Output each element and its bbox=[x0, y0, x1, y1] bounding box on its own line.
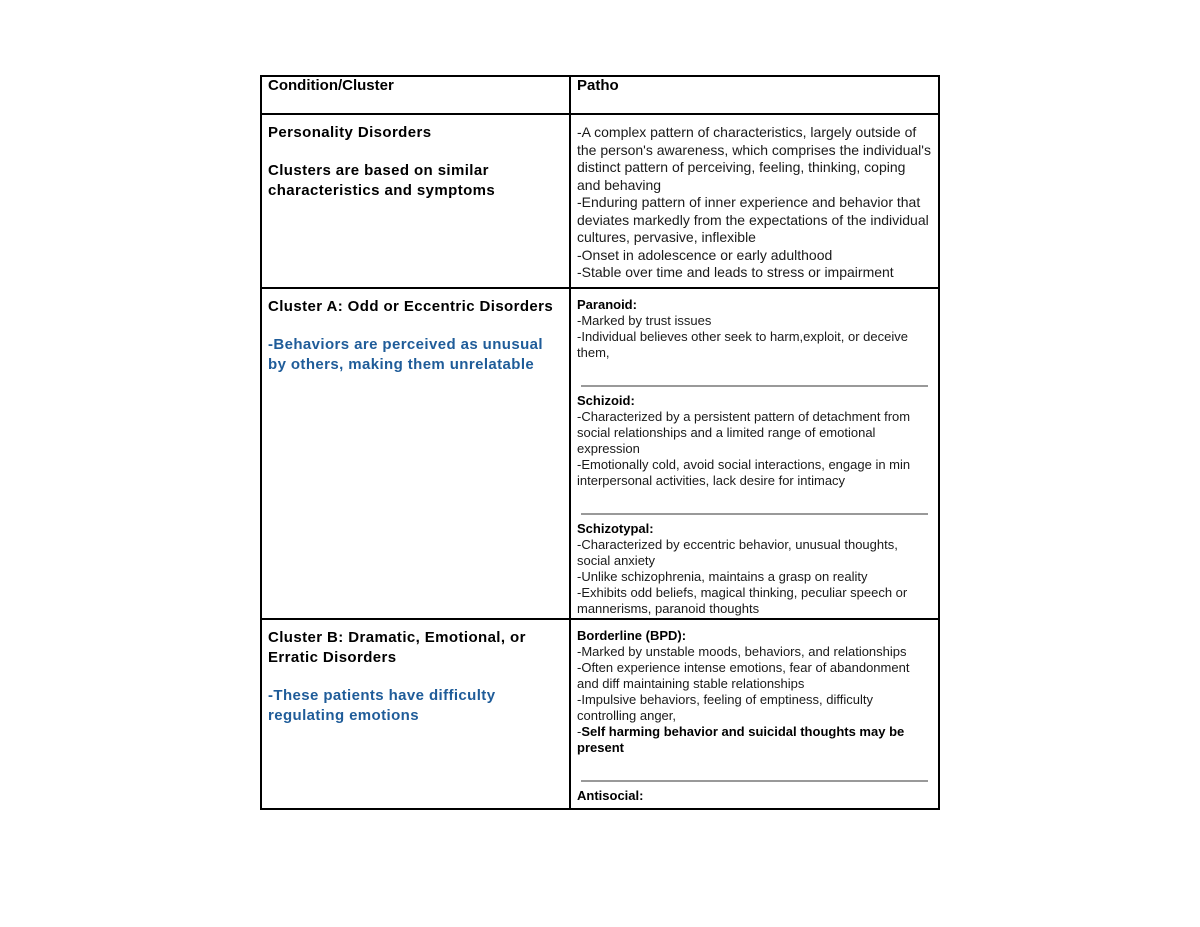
subtype-point: -Unlike schizophrenia, maintains a grasp on reality bbox=[577, 569, 868, 584]
subtype-antisocial bbox=[577, 788, 932, 804]
condition-cell bbox=[261, 619, 570, 809]
patho-point: -Stable over time and leads to stress or impairment bbox=[577, 264, 894, 280]
table-row bbox=[261, 288, 939, 619]
subtype-point: -Marked by unstable moods, behaviors, and relationships bbox=[577, 644, 907, 659]
subtype-title: Borderline (BPD): bbox=[577, 628, 687, 643]
subtype-title: Schizoid: bbox=[577, 393, 635, 408]
table-row bbox=[261, 619, 939, 809]
patho-point: -Enduring pattern of inner experience and behavior that deviates markedly from the expectations of the individual cultures, pervasive, inflexible bbox=[577, 194, 929, 245]
emphasis-text: Self harming behavior and suicidal thoughts may be present bbox=[577, 724, 905, 755]
section-divider bbox=[581, 513, 928, 515]
patho-cell bbox=[570, 114, 939, 288]
subtype-point: -Exhibits odd beliefs, magical thinking, peculiar speech or mannerisms, paranoid thoughts bbox=[577, 585, 908, 616]
subtype-point: -Impulsive behaviors, feeling of emptiness, difficulty controlling anger, bbox=[577, 692, 874, 723]
patho-cell bbox=[570, 288, 939, 619]
condition-subtitle: -These patients have difficulty regulating emotions bbox=[268, 687, 496, 724]
subtype-schizoid bbox=[577, 393, 932, 489]
subtype-point: -Marked by trust issues bbox=[577, 313, 712, 328]
section-divider bbox=[581, 385, 928, 387]
condition-title: Cluster B: Dramatic, Emotional, or Erratic Disorders bbox=[268, 629, 526, 666]
subtype-title: Paranoid: bbox=[577, 297, 637, 312]
header-condition-cell: Condition/Cluster bbox=[261, 76, 570, 114]
patho-point: -Onset in adolescence or early adulthood bbox=[577, 246, 833, 263]
condition-title: Personality Disorders bbox=[268, 124, 432, 141]
table-row bbox=[261, 114, 939, 288]
condition-subtitle: Clusters are based on similar characteristics and symptoms bbox=[268, 162, 496, 199]
header-patho-cell: Patho bbox=[570, 76, 939, 114]
subtype-paranoid bbox=[577, 297, 932, 361]
condition-cell bbox=[261, 114, 570, 288]
patho-cell bbox=[570, 619, 939, 809]
patho-list bbox=[577, 124, 932, 282]
condition-title: Cluster A: Odd or Eccentric Disorders bbox=[268, 298, 554, 315]
section-divider bbox=[581, 780, 928, 782]
subtype-point-emphasis bbox=[577, 724, 932, 756]
condition-cell bbox=[261, 288, 570, 619]
subtype-point: -Often experience intense emotions, fear of abandonment and diff maintaining stable relationships bbox=[577, 660, 910, 691]
subtype-title: Schizotypal: bbox=[577, 521, 654, 536]
subtype-point: -Individual believes other seek to harm,exploit, or deceive them, bbox=[577, 329, 908, 360]
subtype-point: -Emotionally cold, avoid social interactions, engage in min interpersonal activities, lack desire for intimacy bbox=[577, 457, 911, 488]
subtype-point: -Characterized by eccentric behavior, unusual thoughts, social anxiety bbox=[577, 537, 898, 568]
subtype-point: -Characterized by a persistent pattern of detachment from social relationships and a limited range of emotional expression bbox=[577, 409, 911, 456]
emphasis-prefix: - bbox=[577, 724, 582, 739]
document-table bbox=[260, 75, 940, 810]
subtype-schizotypal bbox=[577, 521, 932, 617]
patho-point: -A complex pattern of characteristics, largely outside of the person's awareness, which comprises the individual's distinct pattern of perceiving, feeling, thinking, coping and behaving bbox=[577, 124, 931, 193]
table-header-row bbox=[261, 76, 939, 114]
condition-subtitle: -Behaviors are perceived as unusual by others, making them unrelatable bbox=[268, 336, 543, 373]
subtype-title: Antisocial: bbox=[577, 788, 644, 803]
subtype-borderline bbox=[577, 628, 932, 756]
